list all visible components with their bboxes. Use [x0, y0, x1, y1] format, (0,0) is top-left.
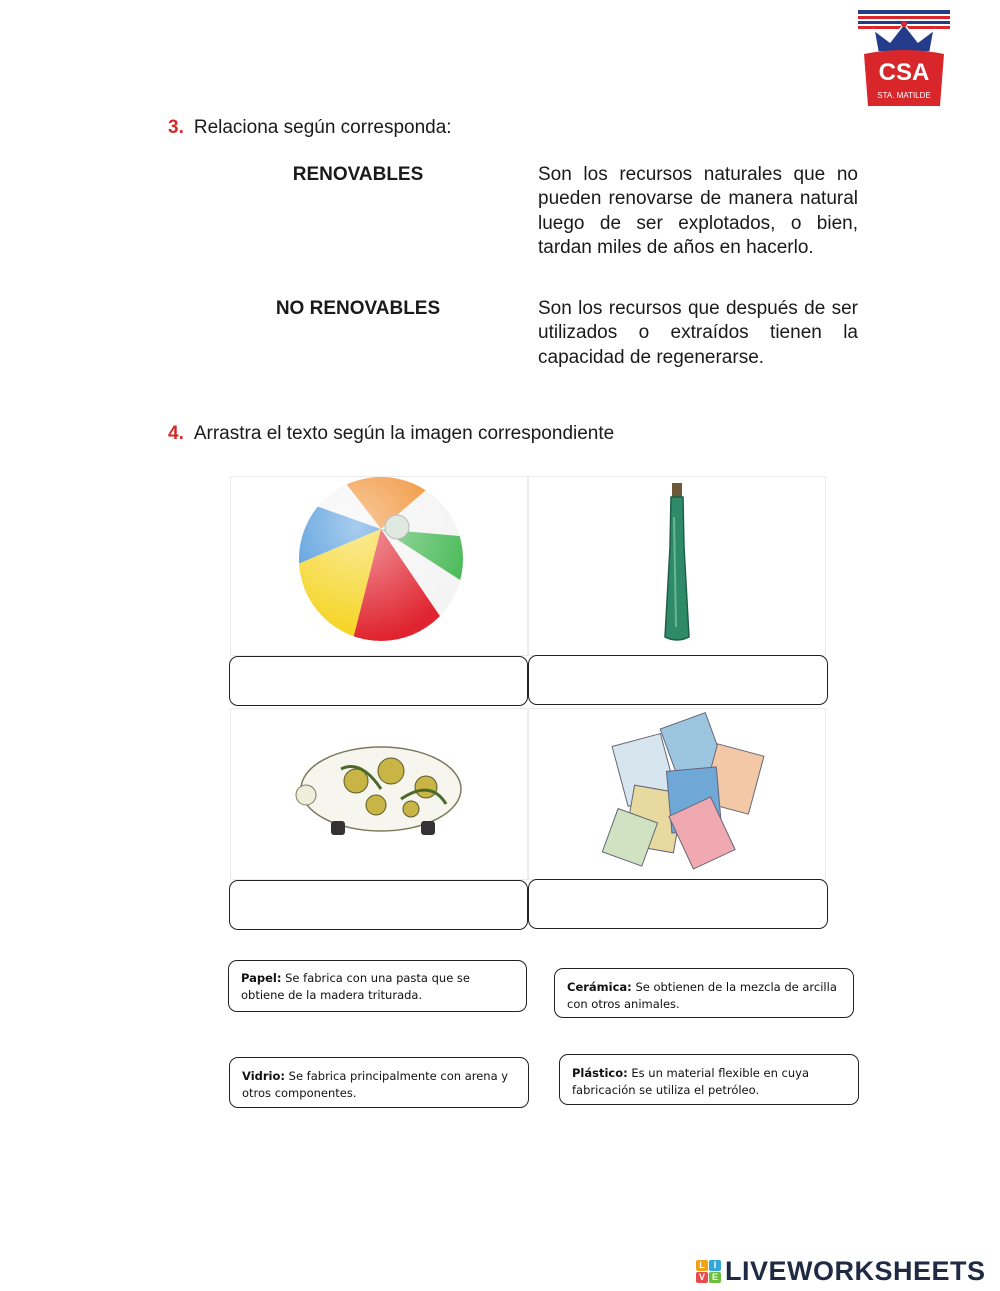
card-label: Vidrio:: [242, 1069, 285, 1083]
drag-card-plastico[interactable]: [559, 1054, 859, 1105]
question-4-heading: [168, 422, 614, 446]
logo-subtext: STA. MATILDE: [877, 91, 931, 100]
definition-2: Son los recursos que después de ser utilizados o extraídos tienen la capacidad de regenerarse.: [538, 298, 858, 368]
drop-box-3[interactable]: [229, 880, 528, 930]
drag-card-vidrio[interactable]: [229, 1057, 529, 1108]
card-label: Cerámica:: [567, 980, 632, 994]
question-4-number: 4.: [168, 423, 184, 444]
question-4-prompt: Arrastra el texto según la imagen correspondiente: [193, 423, 615, 444]
logo-text: CSA: [878, 59, 930, 86]
image-ceramic-pig: [230, 708, 528, 880]
school-logo: [856, 8, 952, 108]
card-text: Se fabrica principalmente con arena y otros componentes.: [242, 1069, 509, 1100]
brand-text: LIVEWORKSHEETS: [725, 1255, 986, 1286]
drop-box-4[interactable]: [528, 879, 828, 929]
image-paper-books: [528, 708, 826, 880]
term-no-renovables: NO RENOVABLES: [275, 298, 441, 319]
drag-card-ceramica[interactable]: [554, 968, 854, 1018]
liveworksheets-icon: L I V E: [696, 1260, 721, 1283]
question-3-prompt: Relaciona según corresponda:: [193, 117, 452, 138]
term-renovables: RENOVABLES: [292, 164, 424, 185]
drop-box-2[interactable]: [528, 655, 828, 705]
drop-box-1[interactable]: [229, 656, 528, 706]
image-beach-ball: [230, 476, 528, 656]
card-text: Se fabrica con una pasta que se obtiene de la madera triturada.: [241, 971, 471, 1002]
card-label: Papel:: [241, 971, 282, 985]
definition-1: Son los recursos naturales que no pueden renovarse de manera natural luego de ser explotados, o bien, tardan miles de años en hacerlo.: [538, 164, 858, 258]
image-glass-bottle: [528, 476, 826, 656]
question-3-number: 3.: [168, 117, 184, 138]
liveworksheets-brand: [696, 1254, 986, 1288]
question-3-heading: [168, 116, 452, 140]
card-text: Es un material flexible en cuya fabricación se utiliza el petróleo.: [572, 1066, 810, 1097]
card-text: Se obtienen de la mezcla de arcilla con otros animales.: [567, 980, 837, 1011]
card-label: Plástico:: [572, 1066, 628, 1080]
drag-card-papel[interactable]: [228, 960, 527, 1012]
